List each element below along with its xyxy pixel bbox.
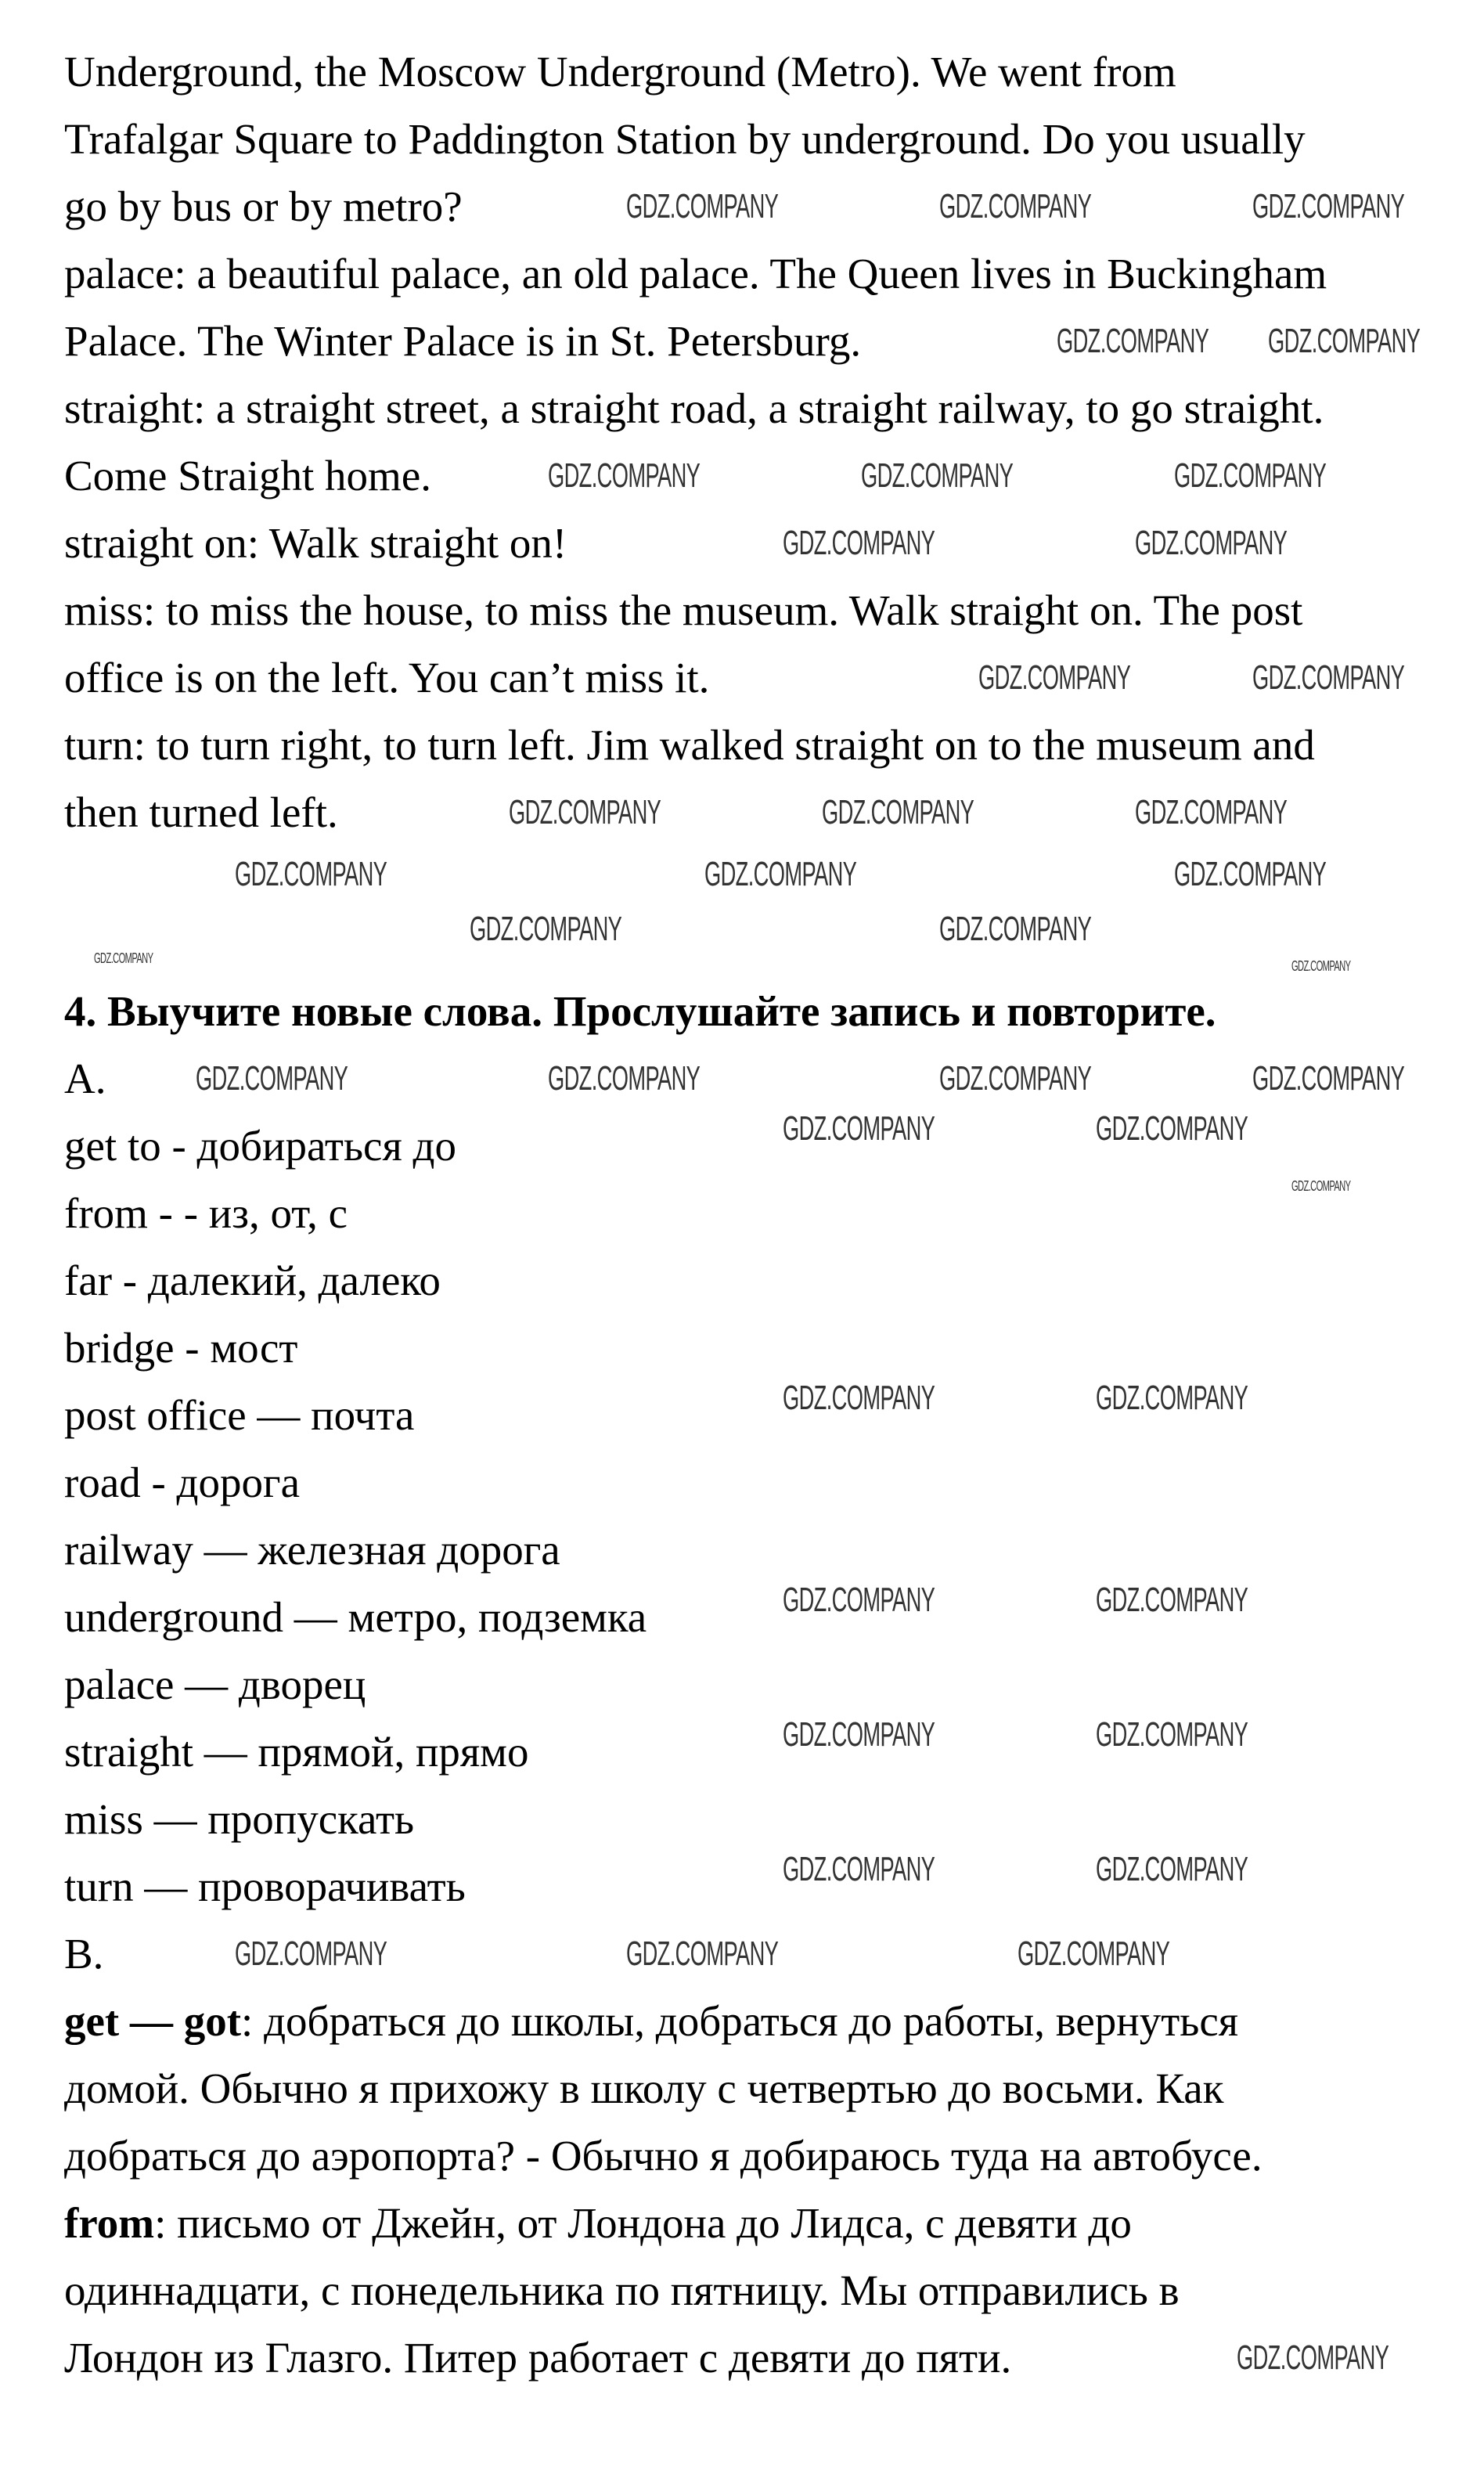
watermark: GDZ.COMPANY	[1057, 322, 1209, 360]
watermark: GDZ.COMPANY	[1174, 456, 1327, 495]
watermark: GDZ.COMPANY	[783, 1715, 935, 1754]
vocab-item: far - далекий, далеко	[64, 1257, 441, 1304]
watermark: GDZ.COMPANY	[1252, 1059, 1405, 1098]
paragraph-line: Come Straight home.	[64, 452, 431, 499]
paragraph-line: then turned left.	[64, 788, 338, 836]
section-a-label: A.	[64, 1055, 106, 1102]
from-definition-line: Лондон из Глазго. Питер работает с девяти до пяти.	[64, 2334, 1012, 2382]
watermark: GDZ.COMPANY	[1252, 658, 1405, 697]
watermark: GDZ.COMPANY	[939, 910, 1092, 948]
from-definition-line: одиннадцати, с понедельника по пятницу. Мы отправились в	[64, 2266, 1180, 2314]
vocab-item: turn — проворачивать	[64, 1862, 466, 1910]
watermark: GDZ.COMPANY	[196, 1059, 348, 1098]
paragraph-line: turn: to turn right, to turn left. Jim walked straight on to the museum and	[64, 721, 1315, 769]
vocab-item: road - дорога	[64, 1459, 300, 1506]
watermark: GDZ.COMPANY	[783, 1109, 935, 1148]
get-definition-text: : добраться до школы, добраться до работы, вернуться	[241, 1997, 1239, 2045]
watermark: GDZ.COMPANY	[470, 910, 622, 948]
watermark: GDZ.COMPANY	[704, 855, 857, 893]
watermark: GDZ.COMPANY	[822, 793, 974, 831]
vocab-item: palace — дворец	[64, 1660, 366, 1708]
vocab-item: from - - из, от, с	[64, 1189, 348, 1237]
watermark: GDZ.COMPANY	[1237, 2338, 1389, 2377]
section-b-label: B.	[64, 1930, 104, 1978]
term-get: get — got	[64, 1997, 242, 2045]
watermark: GDZ.COMPANY	[548, 456, 701, 495]
get-definition-line: домой. Обычно я прихожу в школу с четвертью до восьми. Как	[64, 2064, 1224, 2112]
vocab-item: railway — железная дорога	[64, 1526, 560, 1574]
watermark: GDZ.COMPANY	[978, 658, 1131, 697]
watermark: GDZ.COMPANY	[1096, 1850, 1248, 1888]
exercise-heading: 4. Выучите новые слова. Прослушайте запись и повторите.	[64, 987, 1216, 1035]
term-from: from	[64, 2199, 155, 2247]
watermark: GDZ.COMPANY	[783, 1581, 935, 1619]
paragraph-line: go by bus or by metro?	[64, 182, 463, 230]
vocab-item: post office — почта	[64, 1391, 415, 1439]
document-body	[64, 38, 1453, 2392]
paragraph-line: Trafalgar Square to Paddington Station by underground. Do you usually	[64, 115, 1306, 163]
watermark: GDZ.COMPANY	[626, 1935, 779, 1973]
watermark: GDZ.COMPANY	[939, 187, 1092, 225]
watermark: GDZ.COMPANY	[1096, 1581, 1248, 1619]
watermark: GDZ.COMPANY	[626, 187, 779, 225]
paragraph-line: palace: a beautiful palace, an old palace. The Queen lives in Buckingham	[64, 250, 1327, 297]
get-definition-line: добраться до аэропорта? - Обычно я добираюсь туда на автобусе.	[64, 2132, 1262, 2180]
watermark: GDZ.COMPANY	[783, 524, 935, 562]
watermark: GDZ.COMPANY	[1096, 1379, 1248, 1417]
watermark: GDZ.COMPANY	[1291, 958, 1351, 974]
watermark: GDZ.COMPANY	[1096, 1109, 1248, 1148]
vocab-item: miss — пропускать	[64, 1795, 415, 1843]
from-definition-line	[64, 2190, 1453, 2257]
watermark: GDZ.COMPANY	[1174, 855, 1327, 893]
vocab-item: bridge - мост	[64, 1324, 298, 1372]
watermark: GDZ.COMPANY	[509, 793, 661, 831]
vocab-item: get to - добираться до	[64, 1122, 456, 1170]
watermark: GDZ.COMPANY	[548, 1059, 701, 1098]
watermark: GDZ.COMPANY	[1291, 1178, 1351, 1194]
watermark: GDZ.COMPANY	[783, 1379, 935, 1417]
watermark: GDZ.COMPANY	[861, 456, 1014, 495]
watermark: GDZ.COMPANY	[1135, 524, 1288, 562]
watermark: GDZ.COMPANY	[1018, 1935, 1170, 1973]
paragraph-line: Underground, the Moscow Underground (Metro). We went from	[64, 48, 1176, 96]
watermark: GDZ.COMPANY	[1135, 793, 1288, 831]
watermark: GDZ.COMPANY	[235, 1935, 387, 1973]
paragraph-line: office is on the left. You can’t miss it.	[64, 654, 710, 701]
watermark: GDZ.COMPANY	[235, 855, 387, 893]
get-definition-line	[64, 1988, 1453, 2055]
paragraph-line: miss: to miss the house, to miss the museum. Walk straight on. The post	[64, 586, 1303, 634]
watermark: GDZ.COMPANY	[1096, 1715, 1248, 1754]
watermark: GDZ.COMPANY	[783, 1850, 935, 1888]
from-definition-text: : письмо от Джейн, от Лондона до Лидса, с девяти до	[154, 2199, 1132, 2247]
watermark: GDZ.COMPANY	[94, 950, 153, 966]
paragraph-line: Palace. The Winter Palace is in St. Petersburg.	[64, 317, 862, 365]
paragraph-line: straight on: Walk straight on!	[64, 519, 567, 567]
vocab-item: underground — метро, подземка	[64, 1593, 647, 1641]
vocab-item: straight — прямой, прямо	[64, 1728, 529, 1776]
watermark: GDZ.COMPANY	[939, 1059, 1092, 1098]
paragraph-line: straight: a straight street, a straight road, a straight railway, to go straight.	[64, 384, 1324, 432]
watermark: GDZ.COMPANY	[1252, 187, 1405, 225]
watermark: GDZ.COMPANY	[1268, 322, 1421, 360]
